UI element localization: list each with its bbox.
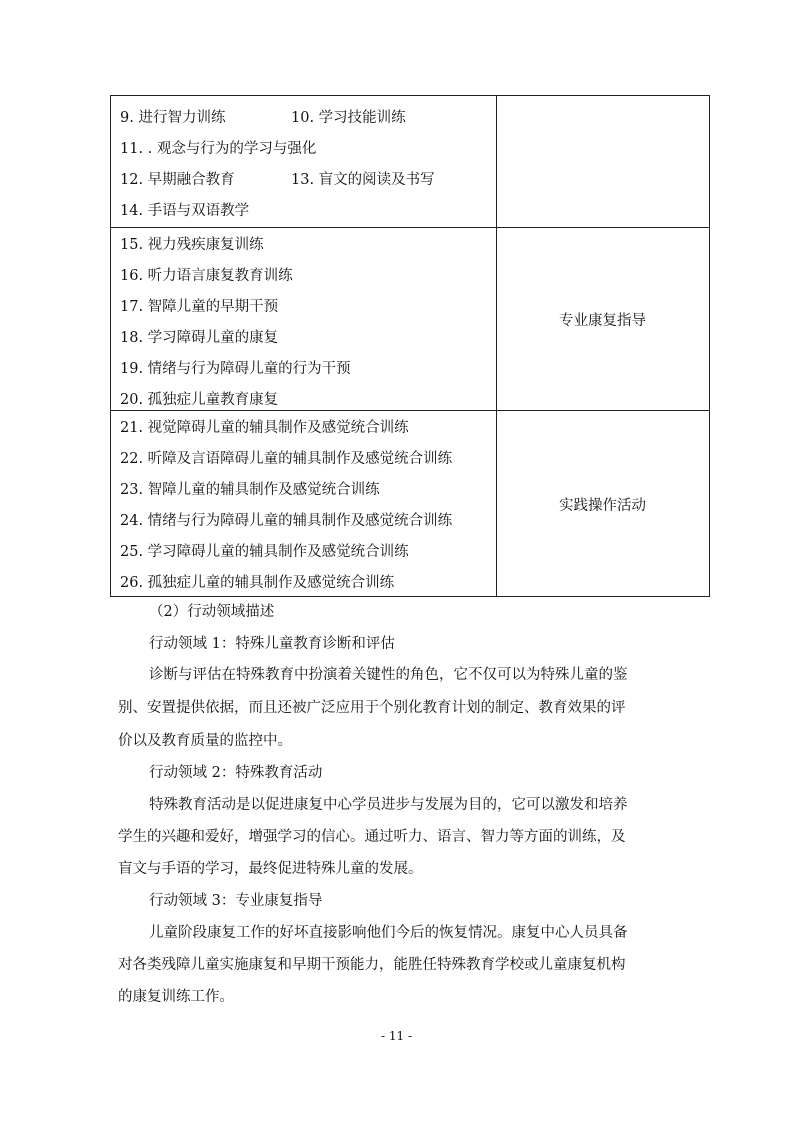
paragraph-line: 的康复训练工作。 — [118, 989, 234, 1005]
category-cell — [496, 96, 709, 227]
category-cell — [496, 228, 709, 410]
category-label: 专业康复指导 — [559, 312, 646, 329]
list-item: 15. 视力残疾康复训练 — [120, 237, 264, 253]
list-item: 12. 早期融合教育 — [120, 172, 235, 188]
page-number: - 11 - — [380, 1029, 412, 1043]
category-label: 实践操作活动 — [559, 497, 646, 514]
list-item: 25. 学习障碍儿童的辅具制作及感觉统合训练 — [120, 544, 409, 560]
paragraph-line: 诊断与评估在特殊教育中扮演着关键性的角色，它不仅可以为特殊儿童的鉴 — [149, 667, 628, 683]
list-item: 14. 手语与双语教学 — [120, 203, 250, 219]
list-item: 13. 盲文的阅读及书写 — [291, 172, 435, 188]
items-cell — [111, 96, 497, 227]
paragraph-line: 对各类残障儿童实施康复和早期干预能力，能胜任特殊教育学校或儿童康复机构 — [118, 957, 626, 973]
paragraph-line: 价以及教育质量的监控中。 — [118, 733, 292, 749]
domain1-title: 行动领域 1：特殊儿童教育诊断和评估 — [149, 636, 395, 652]
list-item: 18. 学习障碍儿童的康复 — [120, 330, 279, 346]
paragraph-line: 盲文与手语的学习，最终促进特殊儿童的发展。 — [118, 861, 423, 877]
curriculum-table — [110, 95, 710, 597]
list-item: 26. 孤独症儿童的辅具制作及感觉统合训练 — [120, 575, 395, 591]
items-cell — [111, 228, 497, 410]
paragraph-line: 学生的兴趣和爱好，增强学习的信心。通过听力、语言、智力等方面的训练，及 — [118, 829, 626, 845]
list-item: 19. 情绪与行为障碍儿童的行为干预 — [120, 361, 351, 377]
list-item: 9. 进行智力训练 — [120, 110, 226, 126]
list-item: 22. 听障及言语障碍儿童的辅具制作及感觉统合训练 — [120, 451, 453, 467]
list-item: 24. 情绪与行为障碍儿童的辅具制作及感觉统合训练 — [120, 513, 453, 529]
list-item: 23. 智障儿童的辅具制作及感觉统合训练 — [120, 482, 380, 498]
paragraph-line: 特殊教育活动是以促进康复中心学员进步与发展为目的，它可以激发和培养 — [149, 797, 628, 813]
list-item: 16. 听力语言康复教育训练 — [120, 268, 293, 284]
items-cell — [111, 411, 497, 597]
domain3-title: 行动领域 3：专业康复指导 — [149, 893, 323, 909]
table-row — [111, 410, 709, 597]
domain2-title: 行动领域 2：特殊教育活动 — [149, 765, 323, 781]
list-item: 11. . 观念与行为的学习与强化 — [120, 141, 317, 157]
table-row — [111, 96, 709, 227]
list-item: 10. 学习技能训练 — [291, 110, 406, 126]
category-cell — [496, 411, 709, 597]
list-item: 21. 视觉障碍儿童的辅具制作及感觉统合训练 — [120, 420, 409, 436]
list-item: 20. 孤独症儿童教育康复 — [120, 392, 279, 408]
table-row — [111, 227, 709, 410]
list-item: 17. 智障儿童的早期干预 — [120, 299, 279, 315]
paragraph-line: 别、安置提供依据，而且还被广泛应用于个别化教育计划的制定、教育效果的评 — [118, 700, 626, 716]
paragraph-line: 儿童阶段康复工作的好坏直接影响他们今后的恢复情况。康复中心人员具备 — [149, 925, 628, 941]
section-heading: （2）行动领域描述 — [149, 604, 275, 620]
